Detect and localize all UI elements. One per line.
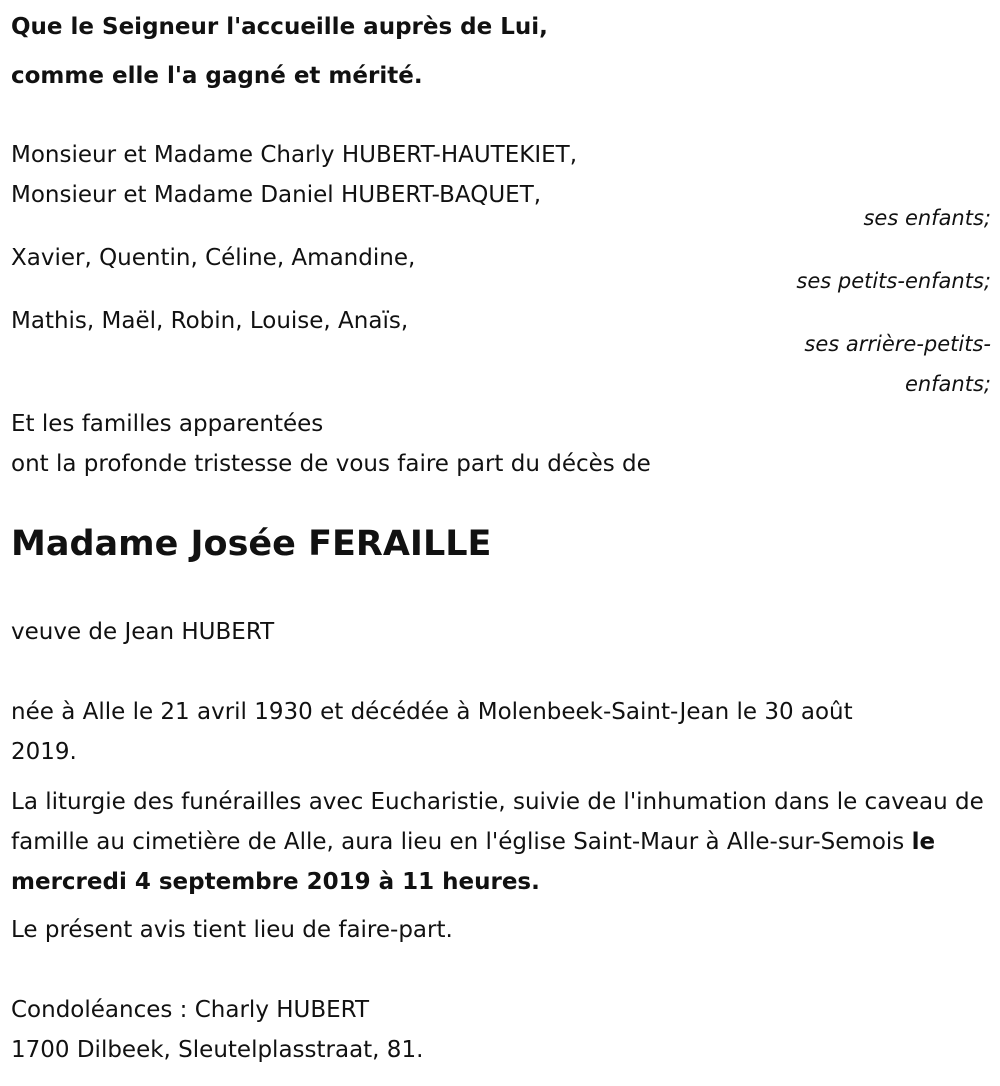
great-grandchildren-role-2: enfants; xyxy=(904,372,991,396)
great-grandchildren-names: Mathis, Maël, Robin, Louise, Anaïs, xyxy=(11,308,409,334)
obituary-notice xyxy=(11,0,991,1086)
birth-death-line-2: 2019. xyxy=(11,739,77,765)
condolences-line-1: Condoléances : Charly HUBERT xyxy=(11,997,370,1023)
birth-death-line-1: née à Alle le 21 avril 1930 et décédée à Molenbeek-Saint-Jean le 30 août xyxy=(11,699,853,725)
notice-text: Le présent avis tient lieu de faire-part. xyxy=(11,917,453,943)
grandchildren-names: Xavier, Quentin, Céline, Amandine, xyxy=(11,245,416,271)
funeral-paragraph xyxy=(11,782,986,902)
deceased-name: Madame Josée FERAILLE xyxy=(11,524,492,564)
relatives-line-1: Et les familles apparentées xyxy=(11,411,324,437)
verse-line-2: comme elle l'a gagné et mérité. xyxy=(11,63,423,89)
verse-line-1: Que le Seigneur l'accueille auprès de Lui, xyxy=(11,14,548,40)
relatives-line-2: ont la profonde tristesse de vous faire part du décès de xyxy=(11,451,651,477)
condolences-line-2: 1700 Dilbeek, Sleutelplasstraat, 81. xyxy=(11,1037,424,1063)
grandchildren-role: ses petits-enfants; xyxy=(796,269,991,293)
great-grandchildren-role-1: ses arrière-petits- xyxy=(804,332,991,356)
funeral-text: La liturgie des funérailles avec Eucharistie, suivie de l'inhumation dans le caveau de famille au cimetière de Alle, aura lieu en l'église Saint-Maur à Alle-sur-Semois xyxy=(11,789,984,855)
children-line-1: Monsieur et Madame Charly HUBERT-HAUTEKIET, xyxy=(11,142,578,168)
widow-of: veuve de Jean HUBERT xyxy=(11,619,275,645)
children-line-2: Monsieur et Madame Daniel HUBERT-BAQUET, xyxy=(11,182,542,208)
children-role: ses enfants; xyxy=(863,206,991,230)
funeral-date: le mercredi 4 septembre 2019 à 11 heures. xyxy=(11,829,936,895)
